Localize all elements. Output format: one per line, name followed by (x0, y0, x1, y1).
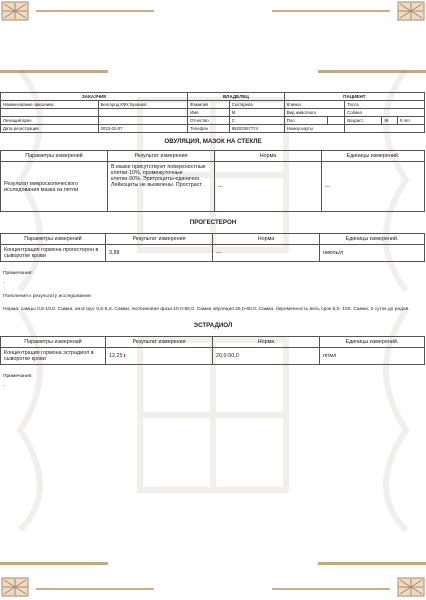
estradiol-notes-label: Примечания: (3, 374, 33, 379)
param-header: Параметры измерений (1, 151, 108, 162)
progesterone-units: нмоль/л (320, 245, 425, 262)
surname-value: Скотарева (229, 101, 284, 109)
ovulation-param: Результат микроскопического исследования мазка из петли (1, 162, 108, 212)
doctor-value (98, 117, 188, 125)
species-value: Собака (345, 109, 425, 117)
phone-value: 89202067774 (229, 125, 284, 133)
ornament-top-left-icon (2, 2, 28, 20)
progesterone-notes-label: Примечания: (3, 271, 33, 276)
param-header: Параметры измерений (1, 337, 106, 348)
progesterone-explain-label: Пояснения к результату исследования: (3, 294, 92, 299)
units-header: Единицы измерений. (320, 234, 425, 245)
estradiol-notes-value: - (3, 384, 5, 389)
card-number-label: Номер карты (284, 125, 344, 133)
norm-header: Норма (213, 234, 320, 245)
estradiol-result-cell (106, 348, 213, 365)
result-header: Результат измерения (106, 234, 213, 245)
ornament-bottom-left-icon (2, 578, 28, 596)
species-label: Вид животного (284, 109, 344, 117)
units-header: Единицы измерений. (322, 151, 425, 162)
patronymic-label: Отчество (188, 117, 230, 125)
sex-value: Ж (382, 117, 398, 125)
progesterone-title: ПРОГЕСТЕРОН (189, 219, 237, 226)
nickname-value: Тесса (345, 101, 425, 109)
customer-name-value: Белгород КФХ Буханов (98, 101, 188, 109)
progesterone-param: Концентрация гормона прогестерон в сыворотке крови (1, 245, 106, 262)
age-value: 9 лет (398, 117, 425, 125)
progesterone-table (0, 233, 425, 262)
doctor-label: Лечащий врач (1, 117, 99, 125)
first-name-label: Имя (188, 109, 230, 117)
estradiol-result: 12,25 (109, 353, 123, 359)
owner-header: ВЛАДЕЛЕЦ (188, 93, 285, 101)
ornament-bottom-right-icon (398, 578, 424, 596)
result-header: Результат измерения (108, 151, 215, 162)
norm-header: Норма (215, 151, 322, 162)
surname-label: Фамилия (188, 101, 230, 109)
ornament-top-right-icon (398, 2, 424, 20)
ovulation-table (0, 150, 425, 212)
norm-header: Норма (213, 337, 320, 348)
progesterone-explain-value: Норма: самцы 0,5-10,0. Самки, анэструс 0,5-6,0. Самки, лютеиновая фаза 10,0-80,0. Самки овуляция 25,0-60,0. Самки, беременность весь срок 6,0- 150. Самки, 2 суток до родов. (3, 307, 410, 312)
result-header: Результат измерения (106, 337, 213, 348)
owner-info-table (0, 92, 425, 133)
estradiol-title: ЭСТРАДИОЛ (193, 322, 233, 329)
first-name-value: М (229, 109, 284, 117)
blank-label (1, 109, 99, 117)
nickname-label: Кличка (284, 101, 344, 109)
ovulation-title: ОВУЛЯЦИЯ, МАЗОК НА СТЕКЛЕ (164, 138, 262, 145)
estradiol-table (0, 336, 425, 365)
ovulation-norm: --- (215, 162, 322, 212)
phone-label: Телефон (188, 125, 230, 133)
estradiol-norm: 20,0-50,0 (213, 348, 320, 365)
card-number-value (345, 125, 425, 133)
blank-value (98, 109, 188, 117)
report-sheet (0, 92, 426, 389)
patient-header: ПАЦИЕНТ (284, 93, 424, 101)
estradiol-units: пг/мл (320, 348, 425, 365)
sex-label: Пол (284, 117, 328, 125)
customer-header: ЗАКАЗЧИК (1, 93, 188, 101)
progesterone-result: 3,88 (106, 245, 213, 262)
param-header: Параметры измерений (1, 234, 106, 245)
progesterone-notes-value: - (3, 281, 5, 286)
customer-name-label: Наименование заказчика (1, 101, 99, 109)
ovulation-units: --- (322, 162, 425, 212)
reg-date-value: 2023-02-07 (98, 125, 188, 133)
patronymic-value: С (229, 117, 284, 125)
reg-date-label: Дата регистрации (1, 125, 99, 133)
estradiol-param: Концентрация гормона эстрадиол в сыворотке крови (1, 348, 106, 365)
ovulation-result: В мазке присутствуют поверхностные клетки-10%, промежуточные клетки-90%. Эритроциты-единично. Лейкоциты не выявлены. Простраст. (108, 162, 215, 212)
low-value-arrow-icon: ⬇ (122, 353, 127, 358)
age-label: Возраст (345, 117, 382, 125)
sex-blank (328, 117, 345, 125)
progesterone-norm: --- (213, 245, 320, 262)
units-header: Единицы измерений. (320, 337, 425, 348)
